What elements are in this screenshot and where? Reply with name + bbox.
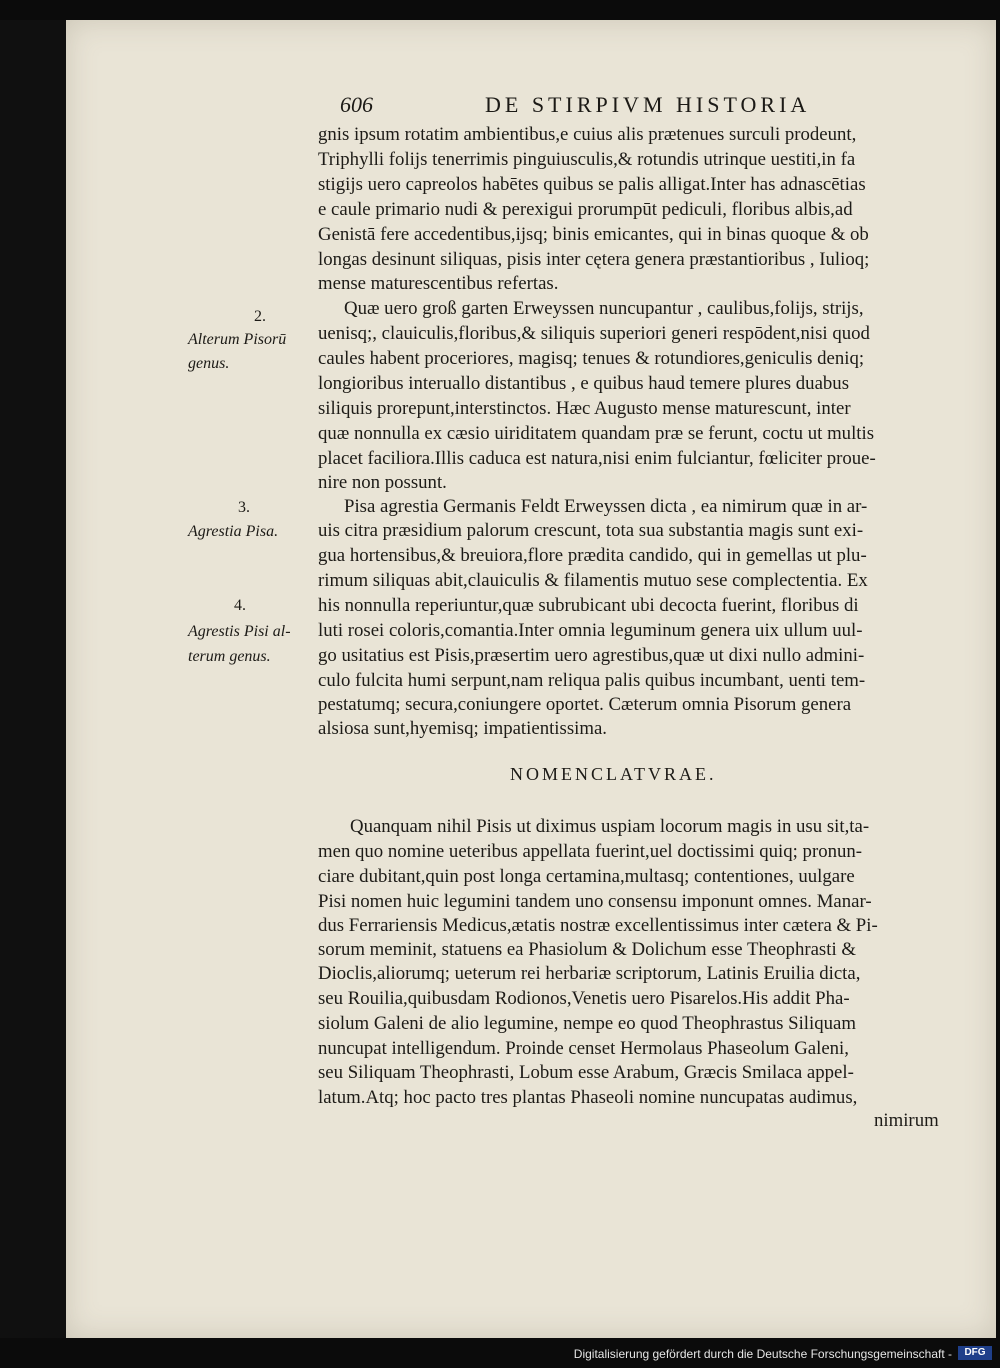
text-line: siliquis prorepunt,interstinctos. Hæc Augusto mense maturescunt, inter xyxy=(318,398,851,419)
text-line: Dioclis,aliorumq; ueterum rei herbariæ scriptorum, Latinis Eruilia dicta, xyxy=(318,963,861,984)
text-line: Pisi nomen huic legumini tandem uno consensu imponunt omnes. Manar- xyxy=(318,891,872,912)
text-line: siolum Galeni de alio legumine, nempe eo quod Theophrastus Siliquam xyxy=(318,1013,856,1034)
funding-note: Digitalisierung gefördert durch die Deutsche Forschungsgemeinschaft - xyxy=(573,1347,952,1361)
text-line: quæ nonnulla ex cæsio uiriditatem quandam præ se ferunt, coctu ut multis xyxy=(318,423,875,444)
text-line: men quo nomine ueteribus appellata fuerint,uel doctissimi quiq; pronun- xyxy=(318,841,863,862)
text-line: Quæ uero groß garten Erweyssen nuncupantur , caulibus,folijs, strijs, xyxy=(344,298,864,319)
margin-note-number: 2. xyxy=(254,308,266,325)
margin-note: Agrestis Pisi al- xyxy=(188,623,291,640)
text-line: Quanquam nihil Pisis ut diximus uspiam locorum magis in usu sit,ta- xyxy=(350,816,870,837)
text-line: his nonnulla reperiuntur,quæ subrubicant ubi decocta fuerint, floribus di xyxy=(318,595,859,616)
text-line: nire non possunt. xyxy=(318,472,447,493)
running-head xyxy=(340,92,860,122)
text-line: latum.Atq; hoc pacto tres plantas Phaseoli nomine nuncupatas audimus, xyxy=(318,1087,858,1108)
text-line: nuncupat intelligendum. Proinde censet Hermolaus Phaseolum Galeni, xyxy=(318,1038,849,1059)
text-line: seu Siliquam Theophrasti, Lobum esse Arabum, Græcis Smilaca appel- xyxy=(318,1062,854,1083)
text-line: uis citra præsidium palorum crescunt, tota sua substantia magis sunt exi- xyxy=(318,520,864,541)
text-line: placet faciliora.Illis caduca est natura,nisi enim fulciantur, fœliciter proue- xyxy=(318,448,876,469)
text-line: uenisq;, clauiculis,floribus,& siliquis superiori generi respōdent,nisi quod xyxy=(318,323,870,344)
text-line: dus Ferrariensis Medicus,ætatis nostræ excellentissimus inter cætera & Pi- xyxy=(318,915,878,936)
text-line: go usitatius est Pisis,præsertim uero agrestibus,quæ ut dixi nullo admini- xyxy=(318,645,865,666)
margin-note-number: 3. xyxy=(238,499,250,516)
scan-border xyxy=(0,20,66,1338)
dfg-logo[interactable]: DFG xyxy=(958,1346,992,1360)
text-line: gnis ipsum rotatim ambientibus,e cuius alis prætenues surculi prodeunt, xyxy=(318,124,857,145)
text-line: Genistā fere accedentibus,ijsq; binis emicantes, qui in binas quoque & ob xyxy=(318,224,869,245)
catchword: nimirum xyxy=(874,1110,939,1131)
text-line: stigijs uero capreolos habētes quibus se palis alligat.Inter has adnascētias xyxy=(318,174,866,195)
text-line: e caule primario nudi & perexigui prorumpūt pediculi, floribus albis,ad xyxy=(318,199,853,220)
text-line: longioribus interuallo distantibus , e quibus haud temere plures duabus xyxy=(318,373,850,394)
text-line: pestatumq; secura,coniungere oportet. Cæterum omnia Pisorum genera xyxy=(318,694,852,715)
text-line: ciare dubitant,quin post longa certamina,multasq; contentiones, uulgare xyxy=(318,866,855,887)
page-title: DE STIRPIVM HISTORIA xyxy=(485,92,811,117)
text-line: rimum siliquas abit,clauiculis & filamentis mutuo sese complectentia. Ex xyxy=(318,570,868,591)
margin-note: terum genus. xyxy=(188,648,271,665)
margin-note: genus. xyxy=(188,355,230,372)
text-line: longas desinunt siliquas, pisis inter cętera genera præstantioribus , Iulioq; xyxy=(318,249,870,270)
margin-note: Agrestia Pisa. xyxy=(188,523,279,540)
text-line: seu Rouilia,quibusdam Rodionos,Venetis uero Pisarelos.His addit Pha- xyxy=(318,988,850,1009)
margin-note-number: 4. xyxy=(234,597,246,614)
text-line: culo fulcita humi serpunt,nam reliqua palis quibus incumbant, uenti tem- xyxy=(318,670,866,691)
text-line: mense maturescentibus refertas. xyxy=(318,273,559,294)
text-line: luti rosei coloris,comantia.Inter omnia leguminum genera uix ullum uul- xyxy=(318,620,863,641)
text-line: Pisa agrestia Germanis Feldt Erweyssen dicta , ea nimirum quæ in ar- xyxy=(344,496,868,517)
text-line: sorum meminit, statuens ea Phasiolum & Dolichum esse Theophrasti & xyxy=(318,939,856,960)
margin-note: Alterum Pisorū xyxy=(188,331,287,348)
text-line: Triphylli folijs tenerrimis pinguiusculis,& rotundis utrinque uestiti,in fa xyxy=(318,149,856,170)
section-heading: NOMENCLATVRAE. xyxy=(510,764,717,784)
text-line: gua hortensibus,& breuiora,flore prædita candido, qui in gemellas ut plu- xyxy=(318,545,867,566)
page-number: 606 xyxy=(340,92,373,117)
text-line: alsiosa sunt,hyemisq; impatientissima. xyxy=(318,718,608,739)
text-line: caules habent proceriores, magisq; tenues & rotundiores,geniculis deniq; xyxy=(318,348,865,369)
footer-bar xyxy=(0,1338,1000,1368)
